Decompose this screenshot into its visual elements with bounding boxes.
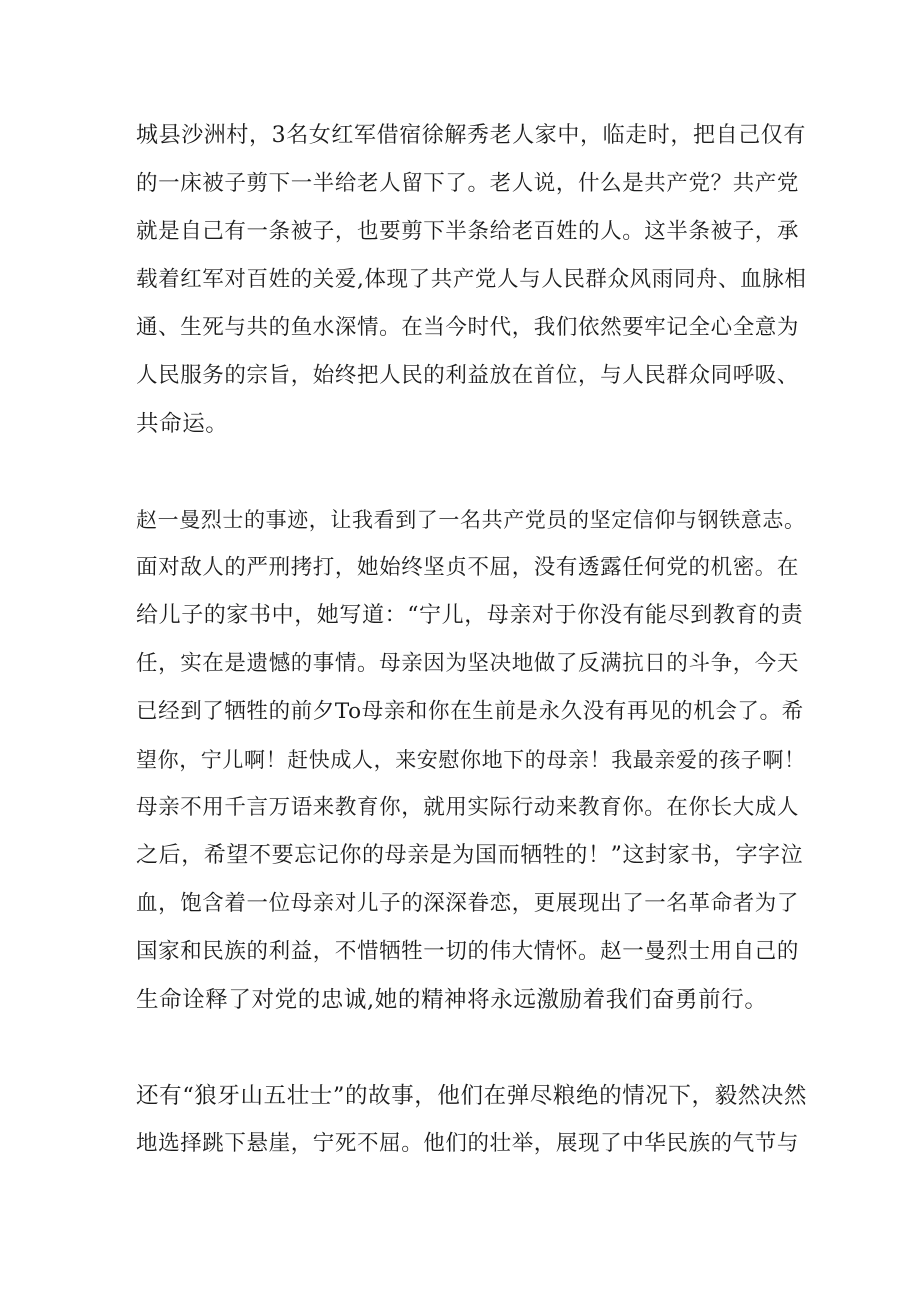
text-line: 望你，宁儿啊！赶快成人，来安慰你地下的母亲！我最亲爱的孩子啊！ bbox=[136, 748, 806, 772]
text-line: 国家和民族的利益，不惜牺牲一切的伟大情怀。赵一曼烈士用自己的 bbox=[136, 939, 800, 964]
text-line: 地选择跳下悬崖，宁死不屈。他们的壮举，展现了中华民族的气节与 bbox=[136, 1131, 800, 1156]
text-line: 通、生死与共的鱼水深情。在当今时代，我们依然要牢记全心全意为 bbox=[136, 315, 800, 340]
text-line: 赵一曼烈士的事迹，让我看到了一名共产党员的坚定信仰与钢铁意志。 bbox=[136, 508, 806, 532]
paragraph-half-quilt bbox=[136, 112, 807, 448]
text-line: 血，饱含着一位母亲对儿子的深深眷恋，更展现出了一名革命者为了 bbox=[136, 891, 800, 916]
text-line: 共命运。 bbox=[136, 411, 229, 437]
text-line: 面对敌人的严刑拷打，她始终坚贞不屈，没有透露任何党的机密。在 bbox=[136, 555, 800, 580]
text-line: 生命诠释了对党的忠诚,她的精神将永远激励着我们奋勇前行。 bbox=[136, 987, 768, 1013]
text-line: 给儿子的家书中，她写道：“宁儿，母亲对于你没有能尽到教育的责 bbox=[136, 603, 804, 628]
paragraph-zhao-yiman bbox=[136, 496, 806, 1024]
text-line: 就是自己有一条被子，也要剪下半条给老百姓的人。这半条被子，承 bbox=[136, 219, 800, 244]
text-line: 母亲不用千言万语来教育你，就用实际行动来教育你。在你长大成人 bbox=[136, 795, 800, 820]
text-line: 载着红军对百姓的关爱,体现了共产党人与人民群众风雨同舟、血脉相 bbox=[136, 267, 807, 292]
text-line: 任，实在是遗憾的事情。母亲因为坚决地做了反满抗日的斗争，今天 bbox=[136, 651, 800, 676]
text-line: 还有“狼牙山五壮士”的故事，他们在弹尽粮绝的情况下，毅然决然 bbox=[136, 1083, 808, 1109]
text-line: 城县沙洲村，3名女红军借宿徐解秀老人家中，临走时，把自己仅有 bbox=[136, 123, 806, 148]
text-line: 人民服务的宗旨，始终把人民的利益放在首位，与人民群众同呼吸、 bbox=[136, 363, 800, 388]
text-line: 之后，希望不要忘记你的母亲是为国而牺牲的！”这封家书，字字泣 bbox=[136, 843, 804, 868]
paragraph-langya-mountain bbox=[136, 1072, 808, 1168]
text-line: 的一床被子剪下一半给老人留下了。老人说，什么是共产党？共产党 bbox=[136, 171, 800, 196]
text-line: 已经到了牺牲的前夕To母亲和你在生前是永久没有再见的机会了。希 bbox=[136, 699, 804, 724]
